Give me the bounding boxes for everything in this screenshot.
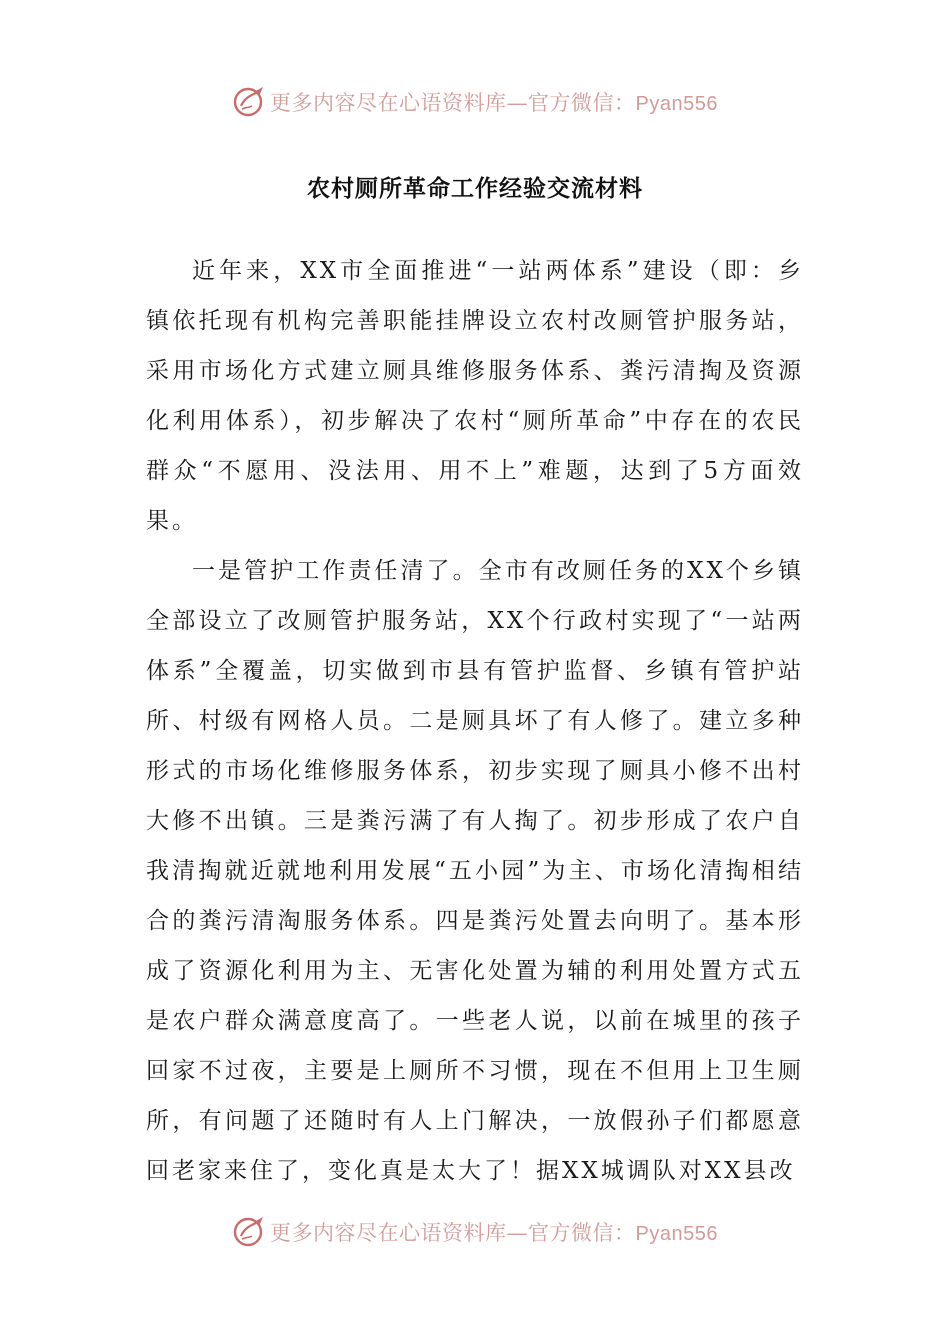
watermark-wechat-id: Pyan556	[635, 93, 718, 115]
document-title: 农村厕所革命工作经验交流材料	[307, 175, 643, 202]
pen-logo-icon	[232, 85, 266, 119]
paragraph-results: 一是管护工作责任清了。全市有改厕任务的XX个乡镇全部设立了改厕管护服务站，XX个行政村实现了“一站两体系”全覆盖，切实做到市县有管护监督、乡镇有管护站所、村级有网格人员。二是厕具坏了有人修了。建立多种形式的市场化维修服务体系，初步实现了厕具小修不出村大修不出镇。三是粪污满了有人掏了。初步形成了农户自我清掏就近就地利用发展“五小园”为主、市场化清掏相结合的粪污清淘服务体系。四是粪污处置去向明了。基本形成了资源化利用为主、无害化处置为辅的利用处置方式五是农户群众满意度高了。一些老人说，以前在城里的孩子回家不过夜，主要是上厕所不习惯，现在不但用上卫生厕所，有问题了还随时有人上门解决，一放假孙子们都愿意回老家来住了，变化真是太大了！据XX城调队对XX县改	[146, 558, 804, 1184]
pen-logo-icon	[232, 1215, 266, 1249]
watermark-footer	[0, 1210, 950, 1254]
watermark-wechat-id: Pyan556	[635, 1223, 718, 1245]
watermark-header	[0, 80, 950, 124]
watermark-text: 更多内容尽在心语资料库—官方微信：Pyan556	[270, 91, 718, 115]
document-body	[146, 246, 804, 1196]
paragraph-intro: 近年来，XX市全面推进“一站两体系”建设（即：乡镇依托现有机构完善职能挂牌设立农村改厕管护服务站，采用市场化方式建立厕具维修服务体系、粪污清掏及资源化利用体系），初步解决了农村“厕所革命”中存在的农民群众“不愿用、没法用、用不上”难题，达到了5方面效果。	[146, 258, 804, 534]
watermark-text: 更多内容尽在心语资料库—官方微信：Pyan556	[270, 1221, 718, 1245]
